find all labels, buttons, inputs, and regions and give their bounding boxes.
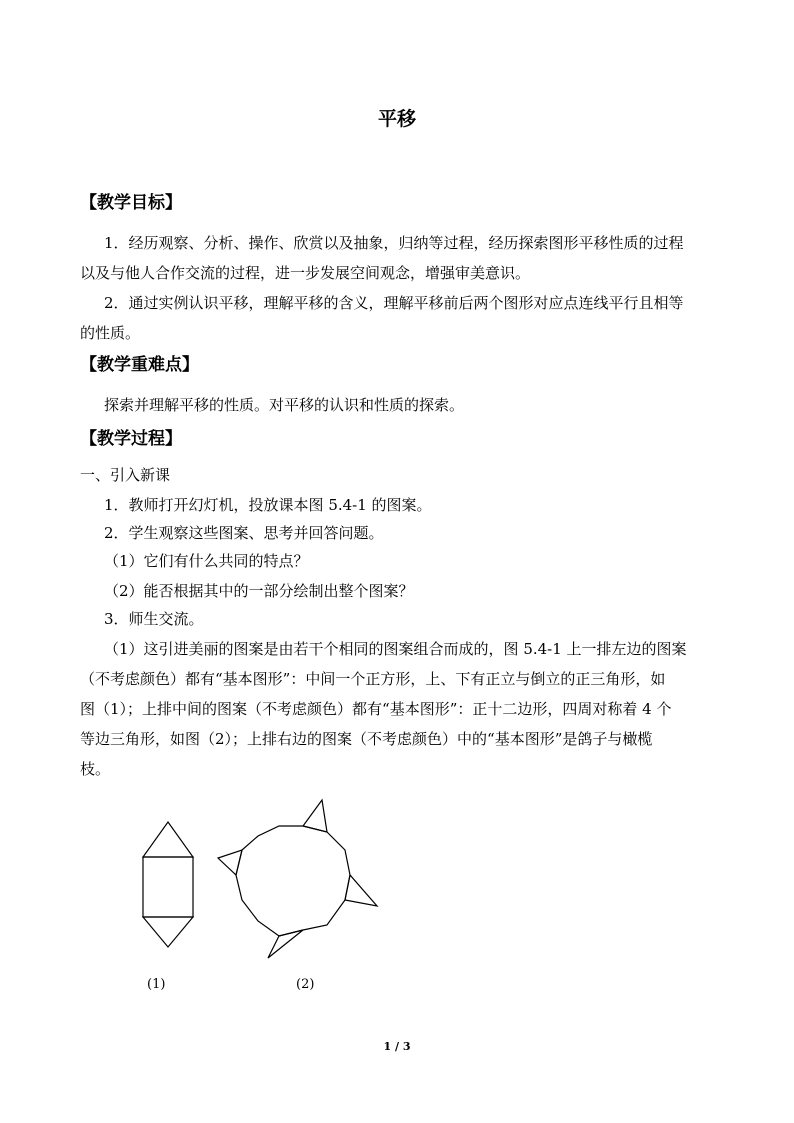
process-step-1: 1．教师打开幻灯机，投放课本图 5.4-1 的图案。 bbox=[104, 496, 432, 514]
process-paragraph-line-2: （不考虑颜色）都有“基本图形”：中间一个正方形，上、下有正立与倒立的正三角形，如 bbox=[80, 670, 666, 688]
figure-2-caption: (2) bbox=[296, 977, 315, 992]
process-step-3: 3．师生交流。 bbox=[104, 610, 204, 628]
page-number: 1 / 3 bbox=[383, 1040, 411, 1053]
figure-2-triangle-left bbox=[218, 850, 242, 875]
process-question-1: （1）它们有什么共同的特点？ bbox=[104, 552, 309, 570]
process-step-2: 2．学生观察这些图案、思考并回答问题。 bbox=[104, 524, 384, 542]
process-paragraph-line-5: 枝。 bbox=[80, 760, 111, 778]
process-paragraph-line-4: 等边三角形，如图（2）；上排右边的图案（不考虑颜色）中的“基本图形”是鸽子与橄榄 bbox=[80, 730, 653, 748]
figure-1-top-triangle bbox=[143, 822, 193, 857]
figure-1-square-with-triangles bbox=[143, 822, 193, 947]
figure-1-square bbox=[143, 857, 193, 917]
section-heading-goals: 【教学目标】 bbox=[80, 193, 182, 213]
section-heading-process: 【教学过程】 bbox=[80, 429, 182, 449]
key-points-text: 探索并理解平移的性质。对平移的认识和性质的探索。 bbox=[104, 396, 465, 414]
section-heading-key-points: 【教学重难点】 bbox=[80, 355, 199, 375]
goal-2-line-1: 2．通过实例认识平移，理解平移的含义，理解平移前后两个图形对应点连线平行且相等 bbox=[104, 294, 684, 312]
process-paragraph-line-3: 图（1）；上排中间的图案（不考虑颜色）都有“基本图形”：正十二边形，四周对称着 4 个 bbox=[80, 700, 672, 718]
figure-2-polygon-with-triangles bbox=[218, 800, 377, 958]
figure-1-bottom-triangle bbox=[143, 917, 193, 947]
figure-1-caption: (1) bbox=[147, 977, 166, 992]
goal-1-line-1: 1．经历观察、分析、操作、欣赏以及抽象，归纳等过程，经历探索图形平移性质的过程 bbox=[104, 234, 684, 252]
goal-1-line-2: 以及与他人合作交流的过程，进一步发展空间观念，增强审美意识。 bbox=[80, 264, 531, 282]
figure-2-dodecagon bbox=[236, 826, 350, 936]
page-title: 平移 bbox=[377, 108, 416, 130]
figures-drawing bbox=[130, 790, 390, 992]
figure-2-triangle-bottom bbox=[268, 930, 303, 958]
process-part-1-heading: 一、引入新课 bbox=[80, 466, 171, 484]
figure-2-triangle-top bbox=[303, 800, 327, 832]
figure-2-triangle-right bbox=[345, 875, 377, 906]
process-question-2: （2）能否根据其中的一部分绘制出整个图案？ bbox=[104, 582, 414, 600]
process-paragraph-line-1: （1）这引进美丽的图案是由若干个相同的图案组合而成的，图 5.4-1 上一排左边的图案 bbox=[104, 640, 687, 658]
goal-2-line-2: 的性质。 bbox=[80, 324, 141, 342]
